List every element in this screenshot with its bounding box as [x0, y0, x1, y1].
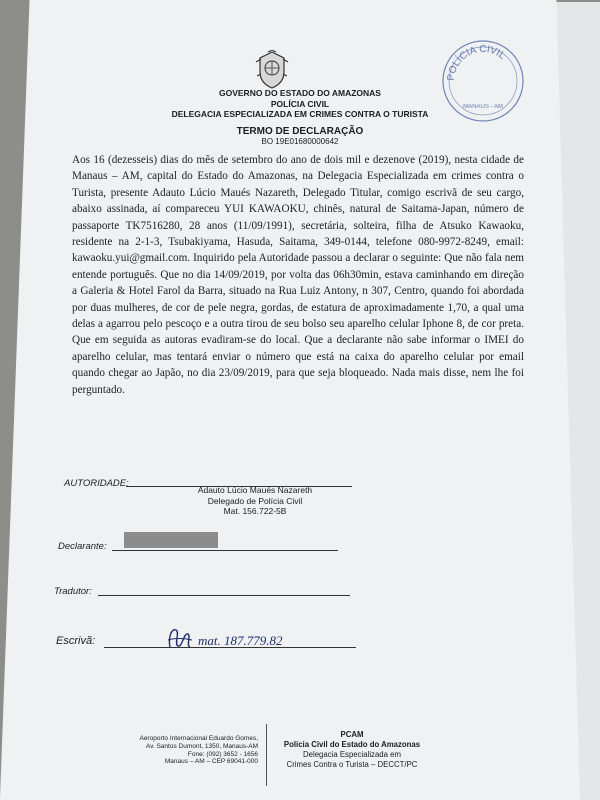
bo-number: BO 19E01680000642 — [261, 137, 339, 146]
escriva-signature — [164, 626, 344, 652]
autoridade-role: Delegado de Polícia Civil — [207, 495, 303, 506]
autoridade-mat: Mat. 156.722-5B — [223, 506, 287, 516]
tradutor-signature-line — [98, 595, 350, 596]
footer-address-line2: Av. Santos Dumont, 1350, Manaus-AM — [145, 742, 258, 750]
footer-org-name: Polícia Civil do Estado do Amazonas — [283, 740, 421, 749]
autoridade-block — [180, 485, 330, 517]
header-department: DELEGACIA ESPECIALIZADA EM CRIMES CONTRA O TURISTA — [171, 109, 429, 119]
declarante-signature-line — [112, 550, 338, 551]
autoridade-name: Adauto Lúcio Maués Nazareth — [197, 485, 313, 495]
escriva-label: Escrivã: — [56, 635, 96, 647]
tradutor-label: Tradutor: — [54, 586, 92, 597]
footer-organization — [272, 730, 432, 770]
footer-dept-line1: Delegacia Especializada em — [303, 750, 401, 759]
footer-cep: Manaus – AM – CEP 69041-000 — [164, 758, 258, 766]
footer-org-short: PCAM — [340, 730, 364, 739]
stamp-text: POLÍCIA CIVIL — [445, 43, 508, 82]
coat-of-arms-icon — [254, 50, 290, 90]
document-title: TERMO DE DECLARAÇÃO — [236, 126, 364, 137]
footer-dept-line2: Crimes Contra o Turista – DECCT/PC — [286, 760, 418, 769]
footer-address-line1: Aeroporto Internacional Eduardo Gomes, — [139, 735, 258, 742]
declaration-body: Aos 16 (dezesseis) dias do mês de setembro do ano de dois mil e dezenove (2019), nesta cidade de Manaus – AM, capital do Estado do Amazonas, na Delegacia Especializada em crimes contra o Turista, presente Adauto Lúcio Maués Nazareth, Delegado Titular, comigo escrivã de seu cargo, abaixo assinada, aí compareceu YUI KAWAOKU, chinês, natural de Saitama-Japan, número de passaporte TK7516280, 28 anos (11/09/1991), secretária, solteira, filha de Atsuko Kawaoku, residente na 2-1-3, Tsubakiyama, Hasuda, Saitama, 349-0144, telefone 080-9972-8249, email: kawaoku.yui@gmail.com. Inquirido pela Autoridade passou a declarar o seguinte: Que não fala nem entende português. Que no dia 14/09/2019, por volta das 06h30min, estava caminhando em direção a Galeria & Hotel Farol da Barra, situado na Rua Luiz Antony, n 307, Centro, quando foi abordada por duas mulheres, de cor de pele negra, gordas, de estatura de aproximadamente 1,70, a qual uma delas a agarrou pelo pescoço e a outra tirou de seu bolso seu aparelho celular Iphone 8, de cor preta. Que em seguida as autoras evadiram-se do local. Que a declarante não sabe informar o IMEI do aparelho celular, mas tentará enviar o número que está na caixa do aparelho celular por email quando chegar ao Japão, no dia 23/09/2019, para que seja bloqueado. Nada mais disse, nem lhe foi perguntado. — [72, 154, 524, 396]
redaction-block — [124, 532, 218, 548]
footer-divider — [266, 724, 267, 786]
escriva-handwritten-text: mat. 187.779.82 — [198, 633, 283, 648]
footer-phone: Fone: (092) 3652 - 1656 — [187, 750, 258, 758]
svg-text:POLÍCIA CIVIL — [446, 44, 508, 81]
declarante-label: Declarante: — [58, 541, 107, 552]
header-government: GOVERNO DO ESTADO DO AMAZONAS — [219, 88, 381, 98]
header-police: POLÍCIA CIVIL — [270, 98, 330, 109]
letterhead — [0, 88, 600, 120]
footer-address — [96, 735, 258, 766]
stamp-bottom-text: MANAUS - AM — [463, 104, 503, 110]
autoridade-label: AUTORIDADE: — [64, 478, 129, 489]
